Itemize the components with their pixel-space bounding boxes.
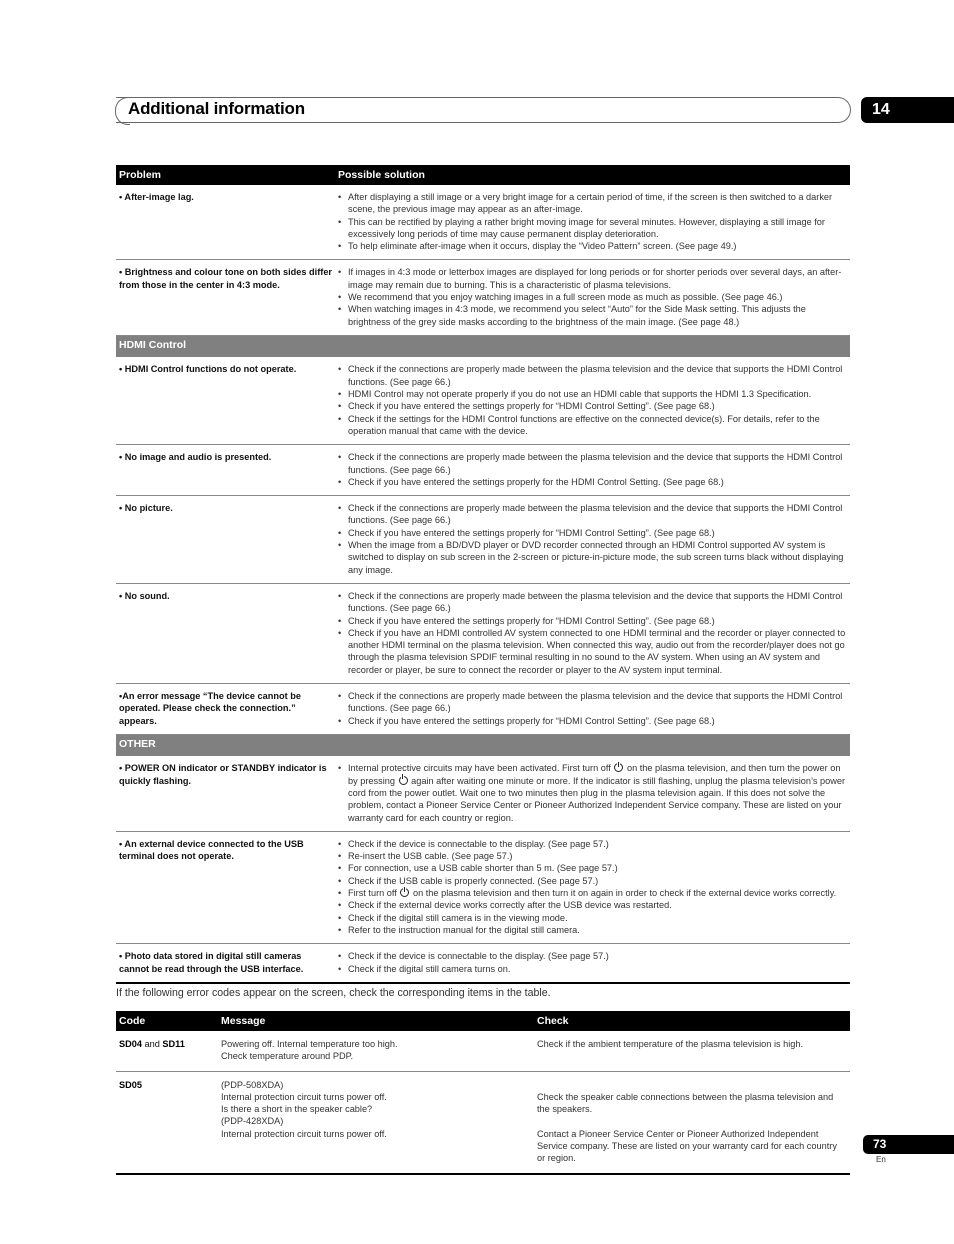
col-code: Code xyxy=(116,1011,218,1031)
solution-list xyxy=(338,590,847,676)
list-item: • Check if the connections are properly made between the plasma television and the device that supports the HDMI Control functions. (See page 66.) xyxy=(338,363,847,388)
list-item xyxy=(338,762,847,823)
page-language: En xyxy=(876,1155,886,1164)
list-item: • We recommend that you enjoy watching images in a full screen mode as much as possible. (See page 46.) xyxy=(338,291,847,303)
col-check: Check xyxy=(534,1011,850,1031)
table-row xyxy=(116,684,850,735)
section-label: HDMI Control xyxy=(116,335,850,357)
solution-text: Internal protective circuits may have been activated. First turn off xyxy=(348,763,611,774)
solution-list xyxy=(338,762,847,823)
page-title: Additional information xyxy=(128,99,305,118)
problem-cell: • Photo data stored in digital still cameras cannot be read through the USB interface. xyxy=(116,944,335,983)
list-item: • When watching images in 4:3 mode, we recommend you select “Auto” for the Side Mask setting. This adjusts the brightness of the grey side masks according to the brightness of the main image. (See page 48.) xyxy=(338,303,847,328)
table-row xyxy=(116,583,850,683)
message-line: Internal protection circuit turns power off. xyxy=(221,1091,387,1102)
code-and: and xyxy=(141,1039,163,1049)
code-sd04: SD04 xyxy=(119,1039,142,1049)
list-item: • Check if you have an HDMI controlled AV system connected to one HDMI terminal and the recorder or player connected to another HDMI terminal on the plasma television. When connected this way, audio out from the recorder/player does not go through the plasma television SPDIF terminal resulting in no sound to the AV system. When using an AV system and recorder or player, be sure to connect the recorder or player to the AV system input terminal. xyxy=(338,627,847,676)
list-item: • Check if the connections are properly made between the plasma television and the device that supports the HDMI Control functions. (See page 66.) xyxy=(338,502,847,527)
list-item: • Refer to the instruction manual for the digital still camera. xyxy=(338,924,847,936)
problem-cell: • An external device connected to the USB terminal does not operate. xyxy=(116,831,335,943)
chapter-badge: 14 xyxy=(861,97,954,123)
power-icon xyxy=(400,888,409,897)
list-item: • To help eliminate after-image when it occurs, display the “Video Pattern” screen. (See page 49.) xyxy=(338,240,847,252)
list-item: • Check if the external device works correctly after the USB device was restarted. xyxy=(338,899,847,911)
list-item: • Check if the digital still camera turns on. xyxy=(338,963,847,975)
solution-cell xyxy=(335,944,850,983)
solution-list xyxy=(338,451,847,488)
list-item: • Check if you have entered the settings properly for “HDMI Control Setting”. (See page 68.) xyxy=(338,615,847,627)
check-line: Check the speaker cable connections between the plasma television and the speakers. xyxy=(537,1091,834,1115)
solution-cell xyxy=(335,496,850,584)
problem-cell: • POWER ON indicator or STANDBY indicator is quickly flashing. xyxy=(116,756,335,831)
code-cell xyxy=(116,1031,218,1071)
list-item: • HDMI Control may not operate properly if you do not use an HDMI cable that supports the HDMI 1.3 Specification. xyxy=(338,388,847,400)
check-cell xyxy=(534,1071,850,1174)
section-label: OTHER xyxy=(116,734,850,756)
list-item: • Check if the connections are properly made between the plasma television and the device that supports the HDMI Control functions. (See page 66.) xyxy=(338,590,847,615)
problem-cell: • HDMI Control functions do not operate. xyxy=(116,357,335,444)
list-item: • Check if the USB cable is properly connected. (See page 57.) xyxy=(338,875,847,887)
message-line: (PDP-428XDA) xyxy=(221,1116,284,1127)
message-line: Check temperature around PDP. xyxy=(221,1051,354,1062)
solution-list xyxy=(338,191,847,252)
list-item: • This can be rectified by playing a rather bright moving image for several minutes. However, displaying a still image for excessively long periods of time may cause permanent display deterioration. xyxy=(338,216,847,241)
list-item: • When the image from a BD/DVD player or DVD recorder connected through an HDMI Control supported AV system is switched to display on sub screen in the 2-screen or picture-in-picture mode, the sub screen turns black without displaying any image. xyxy=(338,539,847,576)
solution-cell xyxy=(335,684,850,735)
table-row xyxy=(116,756,850,831)
code-sd05: SD05 xyxy=(119,1079,142,1090)
section-header xyxy=(116,335,850,357)
table-row xyxy=(116,944,850,983)
list-item: • Check if the connections are properly made between the plasma television and the device that supports the HDMI Control functions. (See page 66.) xyxy=(338,690,847,715)
code-sd11: SD11 xyxy=(162,1039,185,1049)
problem-cell: •An error message “The device cannot be operated. Please check the connection.” appears. xyxy=(116,684,335,735)
col-message: Message xyxy=(218,1011,534,1031)
list-item: • Check if you have entered the settings properly for “HDMI Control Setting”. (See page 68.) xyxy=(338,400,847,412)
spacer xyxy=(537,1079,847,1091)
list-item: • Check if you have entered the settings properly for “HDMI Control Setting”. (See page 68.) xyxy=(338,715,847,727)
col-problem: Problem xyxy=(116,165,335,185)
power-icon xyxy=(399,776,408,785)
problem-cell: • No sound. xyxy=(116,583,335,683)
check-line: Contact a Pioneer Service Center or Pioneer Authorized Independent Service company. These are listed on your warranty card for each country or region. xyxy=(537,1128,837,1164)
table-row xyxy=(116,260,850,335)
problem-cell: • After-image lag. xyxy=(116,185,335,260)
spacer xyxy=(537,1115,847,1127)
table-row xyxy=(116,831,850,943)
message-line: Internal protection circuit turns power off. xyxy=(221,1128,387,1139)
list-item: • Check if the device is connectable to the display. (See page 57.) xyxy=(338,838,847,850)
solution-list xyxy=(338,690,847,727)
table-row xyxy=(116,1071,850,1174)
solution-cell xyxy=(335,831,850,943)
col-solution: Possible solution xyxy=(335,165,850,185)
section-header xyxy=(116,734,850,756)
list-item: • Check if the connections are properly made between the plasma television and the device that supports the HDMI Control functions. (See page 66.) xyxy=(338,451,847,476)
list-item: • Check if you have entered the settings properly for the HDMI Control Setting. (See page 68.) xyxy=(338,476,847,488)
table-row xyxy=(116,357,850,444)
check-cell: Check if the ambient temperature of the plasma television is high. xyxy=(534,1031,850,1071)
solution-cell xyxy=(335,756,850,831)
list-item: • Check if you have entered the settings properly for “HDMI Control Setting”. (See page 68.) xyxy=(338,527,847,539)
problem-cell: • No image and audio is presented. xyxy=(116,445,335,496)
troubleshooting-table xyxy=(116,165,850,984)
solution-text: on the plasma television, and then turn the power on by pressing xyxy=(348,763,841,786)
table-row xyxy=(116,185,850,260)
table-row xyxy=(116,496,850,584)
troubleshooting-body xyxy=(116,185,850,983)
list-item: • Check if the device is connectable to the display. (See page 57.) xyxy=(338,950,847,962)
error-code-table xyxy=(116,1011,850,1175)
solution-text: on the plasma television and then turn it on again in order to check if the external device works correctly. xyxy=(412,888,837,899)
list-item: • After displaying a still image or a very bright image for a certain period of time, if the screen is then switched to a darker scene, the previous image may appear as an after-image. xyxy=(338,191,847,216)
list-item xyxy=(338,887,847,899)
error-codes-intro: If the following error codes appear on the screen, check the corresponding items in the table. xyxy=(116,987,551,999)
solution-text: again after waiting one minute or more. If the indicator is still flashing, unplug the plasma television’s power cord from the power outlet. Wait one to two minutes then plug in the plasma television again. If this does not solve the problem, contact a Pioneer Service Center or Pioneer Authorized Independent Service company. These are listed on your warranty card for each country or region. xyxy=(348,775,846,823)
solution-text: First turn off xyxy=(348,888,397,899)
page-number: 73 xyxy=(863,1135,954,1154)
solution-cell xyxy=(335,357,850,444)
code-cell xyxy=(116,1071,218,1174)
message-line: (PDP-508XDA) xyxy=(221,1079,284,1090)
list-item: • Check if the settings for the HDMI Control functions are effective on the connected device(s). For details, refer to the operation manual that came with the device. xyxy=(338,413,847,438)
solution-cell xyxy=(335,185,850,260)
problem-cell: • Brightness and colour tone on both sides differ from those in the center in 4:3 mode. xyxy=(116,260,335,335)
power-icon xyxy=(614,763,623,772)
message-cell xyxy=(218,1071,534,1174)
solution-list xyxy=(338,502,847,576)
solution-list xyxy=(338,950,847,975)
solution-cell xyxy=(335,583,850,683)
list-item: • Check if the digital still camera is in the viewing mode. xyxy=(338,912,847,924)
solution-cell xyxy=(335,260,850,335)
solution-list xyxy=(338,363,847,437)
problem-cell: • No picture. xyxy=(116,496,335,584)
message-cell xyxy=(218,1031,534,1071)
solution-cell xyxy=(335,445,850,496)
list-item: • Re-insert the USB cable. (See page 57.) xyxy=(338,850,847,862)
message-line: Powering off. Internal temperature too high. xyxy=(221,1039,398,1049)
table-row xyxy=(116,1031,850,1071)
list-item: • For connection, use a USB cable shorter than 5 m. (See page 57.) xyxy=(338,862,847,874)
table-row xyxy=(116,445,850,496)
solution-list xyxy=(338,838,847,936)
list-item: • If images in 4:3 mode or letterbox images are displayed for long periods or for shorter periods over several days, an after-image may remain due to burning. This is a characteristic of plasma televisions. xyxy=(338,266,847,291)
message-line: Is there a short in the speaker cable? xyxy=(221,1104,373,1115)
solution-list xyxy=(338,266,847,327)
